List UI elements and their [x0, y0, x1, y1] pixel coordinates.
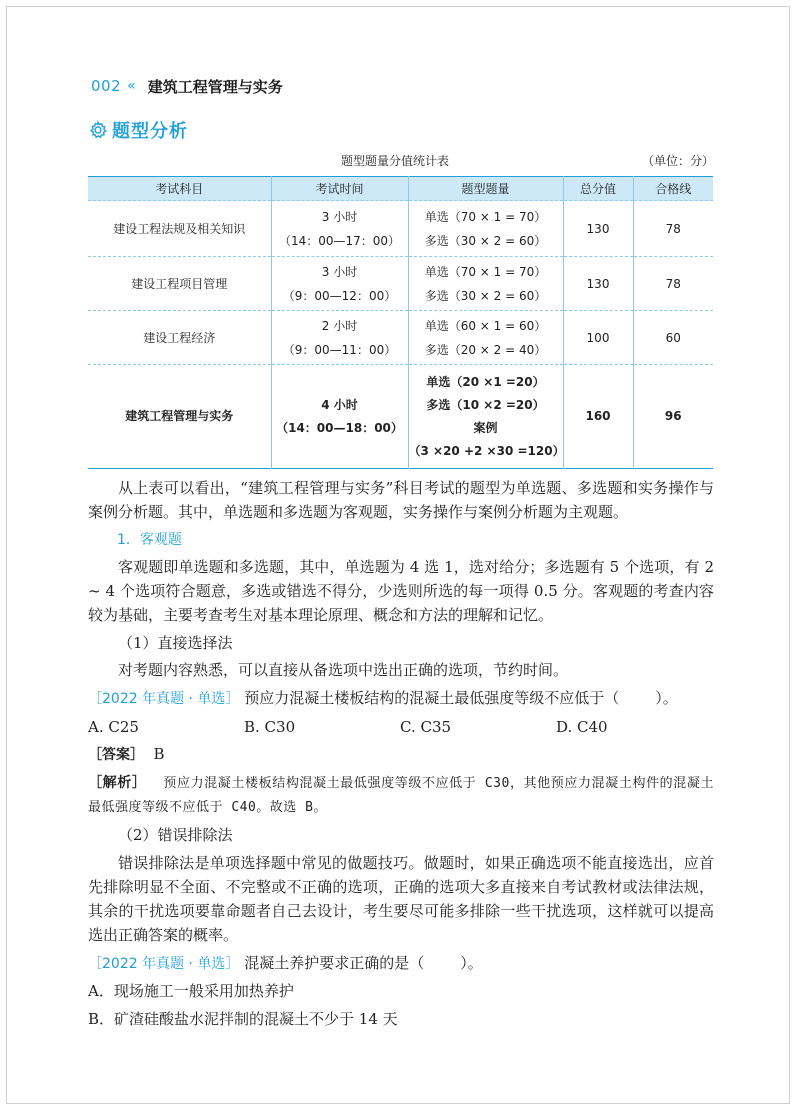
option-a: A．现场施工一般采用加热养护 [88, 982, 294, 1001]
question-2 [88, 951, 714, 976]
question-text: 预应力混凝土楼板结构的混凝土最低强度等级不应低于（ [244, 688, 620, 707]
cell-time [271, 311, 408, 365]
table-caption [0, 151, 800, 169]
answer-value: B [153, 745, 165, 764]
chevron-left-icon: « [127, 78, 136, 94]
type-line: 单选（60 × 1 = 60） [424, 318, 547, 333]
header-time: 考试时间 [271, 177, 408, 201]
question-end: ）。 [655, 688, 678, 707]
time-range: （9：00—11：00） [282, 342, 397, 357]
cell-types [408, 311, 563, 365]
gear-icon [88, 120, 108, 140]
type-line: 单选（70 × 1 = 70） [424, 264, 547, 279]
question-end: ）。 [460, 953, 483, 972]
cell-subject: 建筑工程管理与实务 [88, 365, 271, 469]
cell-subject: 建设工程经济 [88, 311, 271, 365]
cell-subject: 建设工程项目管理 [88, 257, 271, 311]
cell-total: 130 [563, 257, 633, 311]
option-b: B. C30 [244, 717, 296, 736]
cell-total: 130 [563, 201, 633, 257]
table-header-row [88, 177, 713, 201]
cell-time [271, 201, 408, 257]
question-tag: ［2022 年真题 · 单选］ [88, 955, 240, 972]
cell-types [408, 365, 563, 469]
cell-total: 100 [563, 311, 633, 365]
table-title: 题型题量分值统计表 [341, 154, 450, 168]
option-a: A. C25 [88, 717, 139, 736]
exam-stats-table [88, 176, 713, 469]
type-line: 案例 [473, 420, 498, 435]
header-types: 题型题量 [408, 177, 563, 201]
cell-subject: 建设工程法规及相关知识 [88, 201, 271, 257]
method-exclusion-paragraph: 错误排除法是单项选择题中常见的做题技巧。做题时，如果正确选项不能直接选出，应首先排除明显不全面、不完整或不正确的选项，正确的选项大多直接来自考试教材或法律法规，其余的干扰选项要靠命题者自己去设计，考生要尽可能多排除一些干扰选项，这样就可以提高选出正确答案的概率。 [88, 853, 714, 944]
type-line: 多选（20 × 2 = 40） [424, 342, 547, 357]
cell-time [271, 365, 408, 469]
cell-time [271, 257, 408, 311]
answer-tag: ［答案］ [88, 747, 144, 764]
section-heading [88, 117, 188, 143]
method-direct-paragraph: 对考题内容熟悉，可以直接从备选项中选出正确的选项，节约时间。 [118, 661, 569, 680]
option-b: B．矿渣硅酸盐水泥拌制的混凝土不少于 14 天 [88, 1009, 398, 1028]
type-line: 多选（10 ×2 =20） [426, 397, 545, 412]
header-total: 总分值 [563, 177, 633, 201]
subheading-objective: 1．客观题 [117, 531, 182, 548]
question-1 [88, 686, 714, 711]
time-duration: 3 小时 [321, 209, 358, 224]
type-line: 多选（30 × 2 = 60） [424, 288, 547, 303]
type-line: 单选（20 ×1 =20） [426, 374, 545, 389]
time-duration: 3 小时 [321, 264, 358, 279]
cell-pass: 96 [633, 365, 713, 469]
table-row-highlight [88, 365, 713, 469]
chapter-title: 建筑工程管理与实务 [147, 77, 283, 96]
method-direct-heading: （1）直接选择法 [118, 633, 233, 652]
cell-pass: 60 [633, 311, 713, 365]
type-line: （3 ×20 +2 ×30 =120） [408, 443, 565, 458]
question-1-options [88, 715, 714, 739]
header-pass: 合格线 [633, 177, 713, 201]
cell-pass: 78 [633, 257, 713, 311]
time-duration: 4 小时 [321, 397, 358, 412]
table-unit: （单位：分） [641, 154, 714, 168]
time-range: （9：00—12：00） [282, 288, 397, 303]
header-subject: 考试科目 [88, 177, 271, 201]
table-row [88, 257, 713, 311]
time-range: （14：00—17：00） [278, 233, 401, 248]
option-c: C. C35 [400, 717, 452, 736]
cell-total: 160 [563, 365, 633, 469]
question-text: 混凝土养护要求正确的是（ [244, 953, 425, 972]
type-line: 单选（70 × 1 = 70） [424, 209, 547, 224]
time-range: （14：00—18：00） [276, 420, 403, 435]
intro-paragraph: 从上表可以看出，“建筑工程管理与实务”科目考试的题型为单选题、多选题和实务操作与案例分析题。其中，单选题和多选题为客观题，实务操作与案例分析题为主观题。 [88, 479, 714, 521]
method-exclusion-heading: （2）错误排除法 [118, 826, 233, 845]
time-duration: 2 小时 [321, 318, 358, 333]
analysis-line [88, 771, 714, 820]
table-row [88, 201, 713, 257]
answer-line [88, 742, 714, 767]
page-number: 002 [91, 77, 122, 95]
table-row [88, 311, 713, 365]
cell-types [408, 257, 563, 311]
body-text [88, 476, 714, 1034]
question-tag: ［2022 年真题 · 单选］ [88, 690, 240, 707]
objective-paragraph: 客观题即单选题和多选题，其中，单选题为 4 选 1，选对给分；多选题有 5 个选项，有 2 ~ 4 个选项符合题意，多选或错选不得分，少选则所选的每一项得 0.5 分。客观题的考查内容较为基础，主要考查考生对基本理论原理、概念和方法的理解和记忆。 [88, 558, 714, 625]
running-header [91, 74, 283, 98]
cell-pass: 78 [633, 201, 713, 257]
analysis-text: 预应力混凝土楼板结构混凝土最低强度等级不应低于 C30，其他预应力混凝土构件的混凝土最低强度等级不应低于 C40。故选 B。 [88, 775, 715, 815]
cell-types [408, 201, 563, 257]
section-title: 题型分析 [112, 121, 188, 142]
option-d: D. C40 [556, 717, 608, 736]
type-line: 多选（30 × 2 = 60） [424, 233, 547, 248]
analysis-tag: ［解析］ [88, 774, 147, 791]
